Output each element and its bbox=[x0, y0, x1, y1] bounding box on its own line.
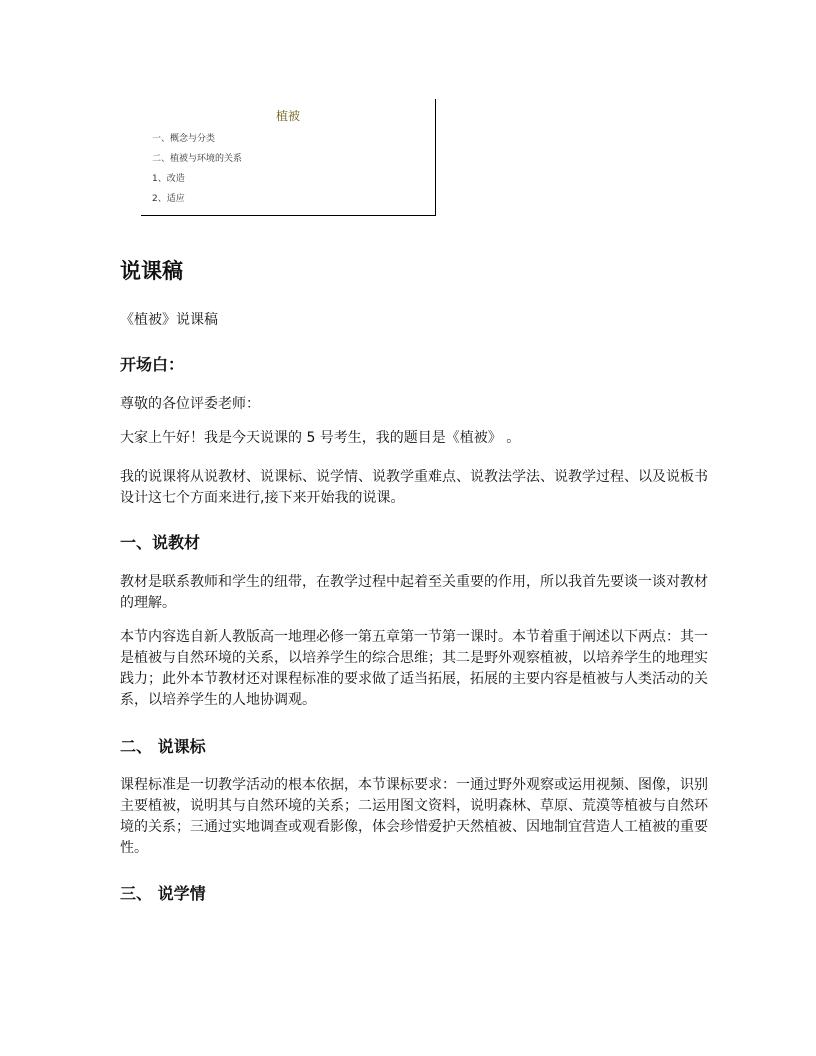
document-title: 说课稿 bbox=[120, 259, 183, 283]
board-line: 2、适应 bbox=[152, 194, 185, 204]
board-title: 植被 bbox=[275, 109, 300, 123]
section-2-heading: 二、 说课标 bbox=[120, 737, 206, 756]
subtitle: 《植被》说课稿 bbox=[120, 312, 218, 328]
intro-paragraph: 大家上午好！我是今天说课的 5 号考生，我的题目是《植被》 。 bbox=[120, 430, 521, 446]
overview-paragraph: 我的说课将从说教材、说课标、说学情、说教学重难点、说教法学法、说教学过程、以及说板书设计这七个方面来进行,接下来开始我的说课。 bbox=[120, 469, 708, 506]
board-line: 二、植被与环境的关系 bbox=[152, 154, 243, 164]
section-2-paragraph-1: 课程标准是一切教学活动的根本依据，本节课标要求：一通过野外观察或运用视频、图像，识别主要植被，说明其与自然环境的关系；二运用图文资料，说明森林、草原、荒漠等植被与自然环境的关系；三通过实地调查或观看影像，体会珍惜爱护天然植被、因地制宜营造人工植被的重要性。 bbox=[120, 777, 708, 856]
section-3-heading: 三、 说学情 bbox=[120, 884, 206, 903]
board-line: 1、改造 bbox=[152, 174, 185, 184]
board-line: 一、概念与分类 bbox=[152, 134, 216, 144]
opening-heading: 开场白： bbox=[120, 355, 185, 374]
section-1-paragraph-2: 本节内容选自新人教版高一地理必修一第五章第一节第一课时。本节着重于阐述以下两点：其一是植被与自然环境的关系，以培养学生的综合思维；其二是野外观察植被，以培养学生的地理实践力；此外本节教材还对课程标准的要求做了适当拓展，拓展的主要内容是植被与人类活动的关系，以培养学生的人地协调观。 bbox=[120, 629, 708, 708]
section-1-paragraph-1: 教材是联系教师和学生的纽带，在教学过程中起着至关重要的作用，所以我首先要谈一谈对教材的理解。 bbox=[120, 574, 708, 611]
section-1-heading: 一、说教材 bbox=[120, 533, 201, 552]
greeting-paragraph: 尊敬的各位评委老师： bbox=[120, 396, 260, 412]
blackboard-design-image bbox=[141, 99, 436, 216]
